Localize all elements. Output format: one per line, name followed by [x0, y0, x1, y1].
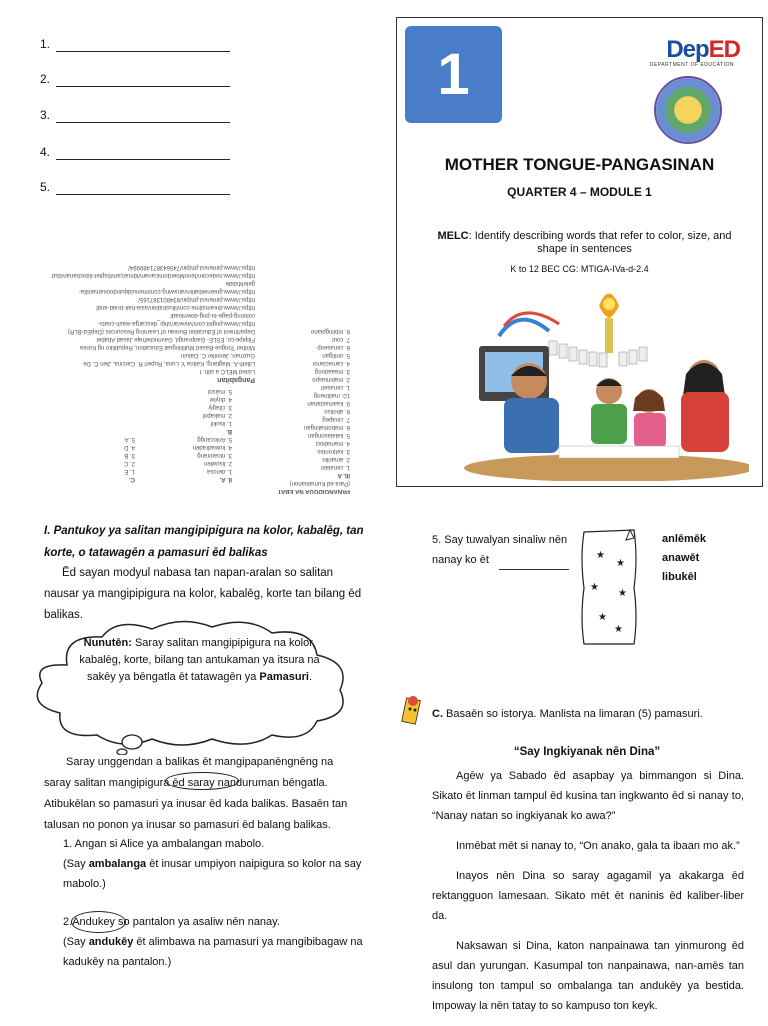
note-end: . — [308, 671, 313, 683]
question-5-line-1: 5. Say tuwalyan sinaliw nēn — [432, 534, 568, 546]
answer-key-line: 1. cenalalo — [320, 464, 350, 470]
svg-text:★: ★ — [590, 582, 599, 593]
reference-line: Mother Tongue-Based Multilingual Education, Republiko ng Korea — [80, 344, 255, 350]
answer-key-line: 9. kaamastanan — [307, 400, 350, 406]
answer-number: 1. — [40, 37, 51, 51]
note-bold-term: Pamasuri — [259, 671, 309, 683]
section-c-text: Basaēn so istorya. Manlista na limaran (5) pamasuri. — [443, 708, 703, 720]
answer-key-line: 4. mamaboci — [315, 440, 350, 446]
answer-line-4[interactable] — [40, 145, 230, 165]
section-c-label: C. — [432, 708, 443, 720]
reference-line: geleMsbde — [225, 280, 255, 286]
answer-key-line: 4. duyiw — [209, 396, 232, 402]
references-title: Pangabitan — [217, 376, 255, 383]
explanation-paragraph — [44, 752, 362, 836]
answer-key-line: 5. kalalasongan — [307, 432, 350, 438]
cover-melc — [425, 230, 744, 256]
answer-line-1[interactable] — [40, 37, 230, 57]
answer-key-line: 4. D — [123, 444, 135, 450]
question-5-blank[interactable] — [499, 569, 569, 570]
story-paragraph: Agēw ya Sabado ēd asapbay ya bimmangon si Dina. Sikato ēt linman tampul ēd kusina tan ingkwanto ēd si nanay to, “Nanay natan so ingkiyanak ko awa?” — [432, 770, 744, 822]
example-2-note-post: ēt alimbawa na pamasuri ya mangibibagaw na kadukēy na pantalon.) — [63, 936, 363, 968]
deped-logo-dep: Dep — [666, 36, 709, 63]
example-1-note-post: ēt inusar umpiyon naipigura so kolor na say mabolo.) — [63, 858, 362, 890]
answer-key-col3 — [75, 435, 135, 483]
example-2-rest: so pantalon ya asaliw nēn nanay. — [115, 916, 280, 928]
example-1-sentence: 1. Angan si Alice ya ambalangan mabolo. — [63, 838, 265, 850]
reference-line: Guzman, Jennifer C. Datuin — [180, 352, 255, 358]
answer-key-line: 10. malitneng — [313, 392, 350, 398]
towel-sketch-icon — [578, 528, 640, 646]
answer-key-line: 2. amarillo — [322, 456, 350, 462]
answer-blank — [56, 194, 230, 195]
choice-1[interactable]: anlēmēk — [662, 533, 707, 545]
answer-key-line: 8. mbilngpiano — [310, 328, 350, 334]
answer-key-line: 3. ketirontes — [317, 448, 350, 454]
circled-word-oval — [165, 772, 239, 790]
answer-key-line: C. — [129, 476, 135, 482]
pencil-mascot-icon — [398, 693, 426, 729]
circled-word-oval — [71, 911, 126, 933]
section-heading: I. Pantukoy ya salitan mangipipigura na kolor, kabalēg, tan korte, o tatawagēn a pamasuri ēd balikas — [44, 525, 364, 559]
cover-quarter: QUARTER 4 – MODULE 1 — [507, 185, 652, 199]
example-2-note-pre: (Say — [63, 936, 89, 948]
svg-text:★: ★ — [616, 558, 625, 569]
answer-blank — [56, 159, 230, 160]
example-2-explanation — [63, 932, 368, 972]
answer-key-line: 7. cinapeg — [322, 416, 350, 422]
example-1 — [63, 834, 368, 894]
explanation-text: Saray unggendan a balikas ēt mangipapanēngnēng na saray salitan mangipigura ēd saray nanduruman bēngatla. Atibukēlan so pamasuri ya inusar ēd kada balikas. Basaēn tan talusan no ponon ya inusar so pamasuri ēd balang balikas. — [44, 756, 348, 831]
answer-key-line: 8. aboliso — [324, 408, 350, 414]
section-c-instruction — [432, 708, 703, 720]
answer-key-line: 3. citagiy — [208, 404, 232, 410]
answer-key-line: 1. derosa — [206, 468, 232, 474]
melc-label: MELC — [437, 230, 469, 242]
answer-key-line: 1. cenaseit — [320, 384, 350, 390]
answer-key-line: 3. nloaoirang — [197, 452, 232, 458]
answer-key-upside-down — [51, 255, 350, 495]
answer-key-line: 3. B — [124, 452, 135, 458]
answer-number: 5. — [40, 180, 51, 194]
story-title: “Say Ingkiyanak nēn Dina” — [513, 746, 661, 758]
reference-line: Filipipe-co, ESLE- Gaoprangil, Gavrincliefraje Jasad Ababel — [96, 336, 255, 342]
reference-line: https://www.pinterest.ph/pin/834801387165/ — [138, 296, 255, 302]
answer-key-line: 6. cenaseop — [317, 344, 350, 350]
answer-key-references — [51, 263, 255, 383]
svg-text:★: ★ — [614, 624, 623, 635]
example-2-number: 2. — [63, 916, 73, 928]
answer-blank — [56, 86, 230, 87]
module-number-badge: 1 — [405, 26, 502, 123]
answer-blank — [56, 51, 230, 52]
deped-logo — [666, 36, 740, 64]
answer-number: 4. — [40, 145, 51, 159]
answer-key-line: 1. E — [124, 468, 135, 474]
reference-line: coloring-page-to-png-download/ — [170, 312, 255, 318]
answer-key-line: 5. A — [124, 436, 135, 442]
answer-key-line: 2. lisuwlen — [203, 460, 232, 466]
answer-key-col2 — [162, 387, 232, 483]
story-paragraph: Inayos nēn Dina so saray agagamil ya akakarga ēd rektangguon lamesaan. Sikato mēt ēt naninis ēd kaliber-liber da. — [432, 870, 744, 922]
question-5 — [432, 530, 569, 570]
answer-key-line: 6. mabomalingan — [303, 424, 350, 430]
division-seal-icon — [654, 76, 722, 144]
reference-line: https://www.pngkit.com/view/ar/ship_descarga-wash-coats- — [97, 320, 255, 326]
answer-key-line: B. — [226, 428, 232, 434]
answer-key-col1 — [250, 327, 350, 495]
reference-line: https://www.greenwibatiinvanswing.com/menuidquindooxamanlita- — [78, 288, 255, 294]
note-body: Saray salitan mangipipigura na kolor, kabalēg, korte, bilang tan antukaman ya itsura na sakēy ya bēngatla ēt tatawagēn ya — [79, 637, 320, 683]
question-5-line-2 — [432, 550, 569, 570]
reference-line: Department of Education Bureau of Learning Resources (DepEd-BLR) — [67, 328, 255, 334]
answer-key-line: 5. Anlocangg — [197, 436, 232, 442]
answer-key-line: III. A — [337, 472, 350, 478]
reference-line: https://www.pinterest.ph/pin/745643871489994/ — [128, 264, 255, 270]
answer-line-3[interactable] — [40, 108, 230, 128]
answer-key-line: 5. maisol — [207, 388, 232, 394]
answer-key-line: 1. lisukil — [210, 420, 232, 426]
story-paragraph: Naksawan si Dina, katon nanpainawa tan yinmurong ēd asul dan yurungan. Kasumpal ton nanpainawa, nan-amēs tan insulong ton tampul so ombalanga tan andukēy ya bestida. Impoway la nēn tatay to so kampuso ton keyk. — [432, 940, 744, 1012]
reference-line: https://www.dreamstime.com/illustration/asia-hair-braid-andl — [96, 304, 255, 310]
choice-3[interactable]: libukēl — [662, 571, 697, 583]
answer-line-5[interactable] — [40, 180, 230, 200]
answer-key-line: 5. ontilgan — [322, 352, 350, 358]
example-1-note-bold: ambalanga — [88, 858, 147, 870]
melc-text: : Identify describing words that refer to color, size, and shape in sentences — [468, 230, 732, 255]
answer-choices — [662, 530, 706, 587]
note-label: Nunutēn: — [83, 637, 132, 649]
answer-key-line: (Para ed Kumaloanon) — [289, 480, 350, 486]
svg-text:★: ★ — [618, 588, 627, 599]
reference-line: Lilleth A. Magtang, Katina Y. Luna, Ruperl R. Carcina, Jien C. De — [83, 360, 255, 366]
answer-key-line: 2. C — [123, 460, 135, 466]
example-1-explanation — [63, 854, 368, 894]
story-body — [432, 766, 744, 1026]
answer-number: 2. — [40, 72, 51, 86]
answer-key-line: 2. mabintaspo — [312, 376, 350, 382]
answer-key-line: II. A. — [219, 476, 232, 482]
note-cloud — [22, 615, 367, 755]
example-1-note-pre: (Say — [63, 858, 89, 870]
question-5-text: nanay ko ēt — [432, 554, 489, 566]
intro-text: Ēd sayan modyul nabasa tan napan-aralan so salitan nausar ya mangipipigura na kolor, kabalēg, korte tan bilang ēd balikas. — [44, 567, 362, 621]
cover-title: MOTHER TONGUE-PANGASINAN — [444, 155, 715, 174]
svg-text:★: ★ — [598, 612, 607, 623]
svg-text:★: ★ — [596, 550, 605, 561]
example-2-note-bold: andukēy — [88, 936, 134, 948]
answer-key-line: 4. camacianoi — [312, 360, 350, 366]
note-text — [77, 635, 322, 686]
answer-key-line: 3. maaadong — [314, 368, 350, 374]
example-2-circled-word: Andukey — [72, 916, 115, 928]
answer-line-2[interactable] — [40, 72, 230, 92]
reference-line: https://www.nodecom/tenoMoerdomicanam/ldma/cam/bsplet-tidocbanan/dsd — [51, 272, 255, 278]
family-learning-illustration-icon — [459, 286, 749, 481]
answer-blank — [56, 122, 230, 123]
answer-key-line: 2. makapol — [202, 412, 232, 418]
answer-key-line: PANANGIDGUA NA EBAT — [277, 488, 350, 494]
answer-key-line: 4. kuwadraden — [192, 444, 232, 450]
cover-k12-code: K to 12 BEC CG: MTIGA-IVa-d-2.4 — [510, 264, 649, 274]
answer-key-line: 7. coul — [332, 336, 350, 342]
deped-subtitle: DEPARTMENT OF EDUCATION — [649, 62, 734, 68]
choice-2[interactable]: anawēt — [662, 552, 700, 564]
deped-logo-ed: ED — [708, 36, 740, 63]
answer-number: 3. — [40, 108, 51, 122]
reference-line: Listed MELC a sith. I — [199, 368, 255, 374]
story-paragraph: Inmēbat mēt si nanay to, “On anako, gala ta ibaan mo ak.” — [456, 840, 740, 852]
module-cover — [396, 17, 763, 487]
